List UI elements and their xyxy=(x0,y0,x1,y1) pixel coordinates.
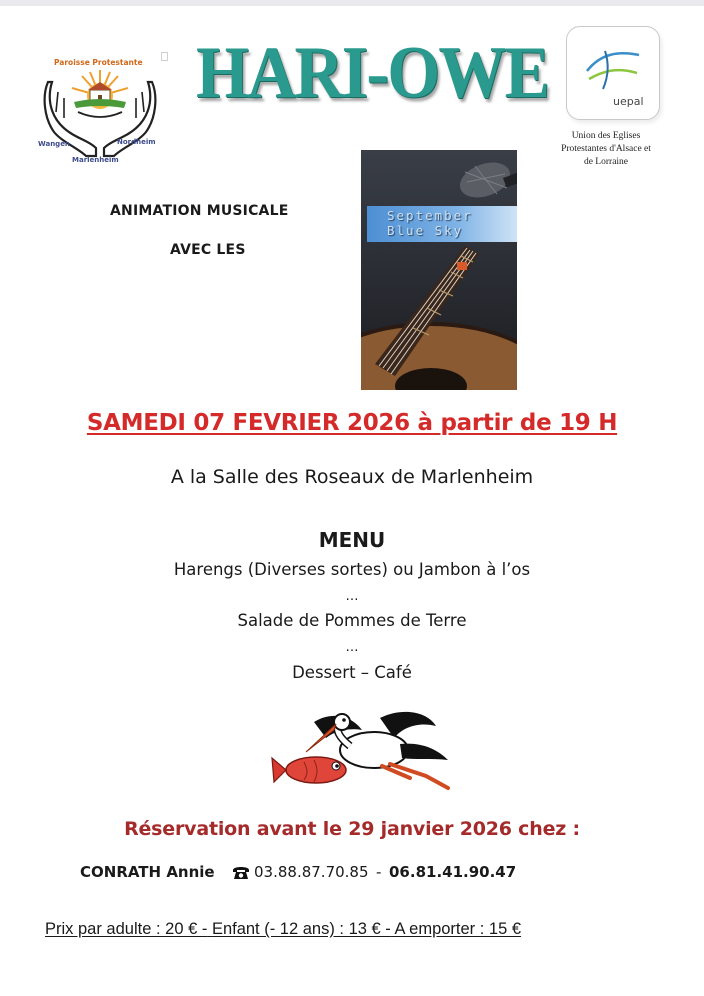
menu-separator: … xyxy=(345,589,359,604)
uepal-caption-line: Union des Eglises xyxy=(571,131,641,141)
price-line xyxy=(45,920,665,939)
parish-logo-left-text: Wangen xyxy=(38,140,70,148)
event-date xyxy=(0,410,704,436)
telephone-icon xyxy=(232,864,250,880)
uepal-caption-line: Protestantes d'Alsace et xyxy=(561,144,651,154)
band-name-line: Blue Sky xyxy=(387,223,464,238)
parish-logo xyxy=(38,52,162,170)
page-title: HARI-OWE xyxy=(196,32,549,114)
price-child: Enfant (- 12 ans) : 13 € - xyxy=(211,920,391,938)
price-adult: Prix par adulte : 20 € - xyxy=(45,920,208,938)
band-name-line: September xyxy=(387,208,473,223)
small-box-mark xyxy=(161,52,168,61)
phone-separator: - xyxy=(376,863,382,881)
stork-with-fish-icon xyxy=(270,708,460,800)
top-border xyxy=(0,0,704,6)
event-date-text: SAMEDI 07 FEVRIER 2026 à partir de 19 H xyxy=(86,410,618,436)
band-photo xyxy=(361,150,517,390)
menu-item: Harengs (Diverses sortes) ou Jambon à l’os xyxy=(173,560,531,579)
price-takeaway: A emporter : 15 € xyxy=(394,920,522,938)
menu-separator: … xyxy=(345,640,359,655)
band-name xyxy=(387,208,517,238)
praying-hands-icon xyxy=(38,52,162,170)
uepal-caption xyxy=(548,130,664,169)
parish-logo-bottom-text: Marlenheim xyxy=(72,156,119,164)
event-venue: A la Salle des Roseaux de Marlenheim xyxy=(170,466,534,488)
animation-subheading: AVEC LES xyxy=(170,242,246,258)
menu-title: MENU xyxy=(318,528,386,552)
contact-name: CONRATH Annie xyxy=(80,863,215,881)
parish-logo-arc-text: Paroisse Protestante xyxy=(54,58,143,67)
guitar-microphone-image xyxy=(361,150,517,390)
animation-heading: ANIMATION MUSICALE xyxy=(110,203,289,219)
parish-logo-right-text: Nordheim xyxy=(117,138,156,146)
menu-item: Dessert – Café xyxy=(292,663,412,682)
phone-number-mobile: 06.81.41.90.47 xyxy=(389,863,517,881)
uepal-caption-line: de Lorraine xyxy=(583,157,629,167)
phone-number-landline: 03.88.87.70.85 xyxy=(254,863,369,881)
uepal-swoosh-icon xyxy=(583,45,643,93)
menu-item: Salade de Pommes de Terre xyxy=(237,611,467,630)
uepal-logo xyxy=(566,26,660,120)
reservation-text: Réservation avant le 29 janvier 2026 chez : xyxy=(124,818,580,840)
uepal-wordmark: uepal xyxy=(613,95,644,108)
